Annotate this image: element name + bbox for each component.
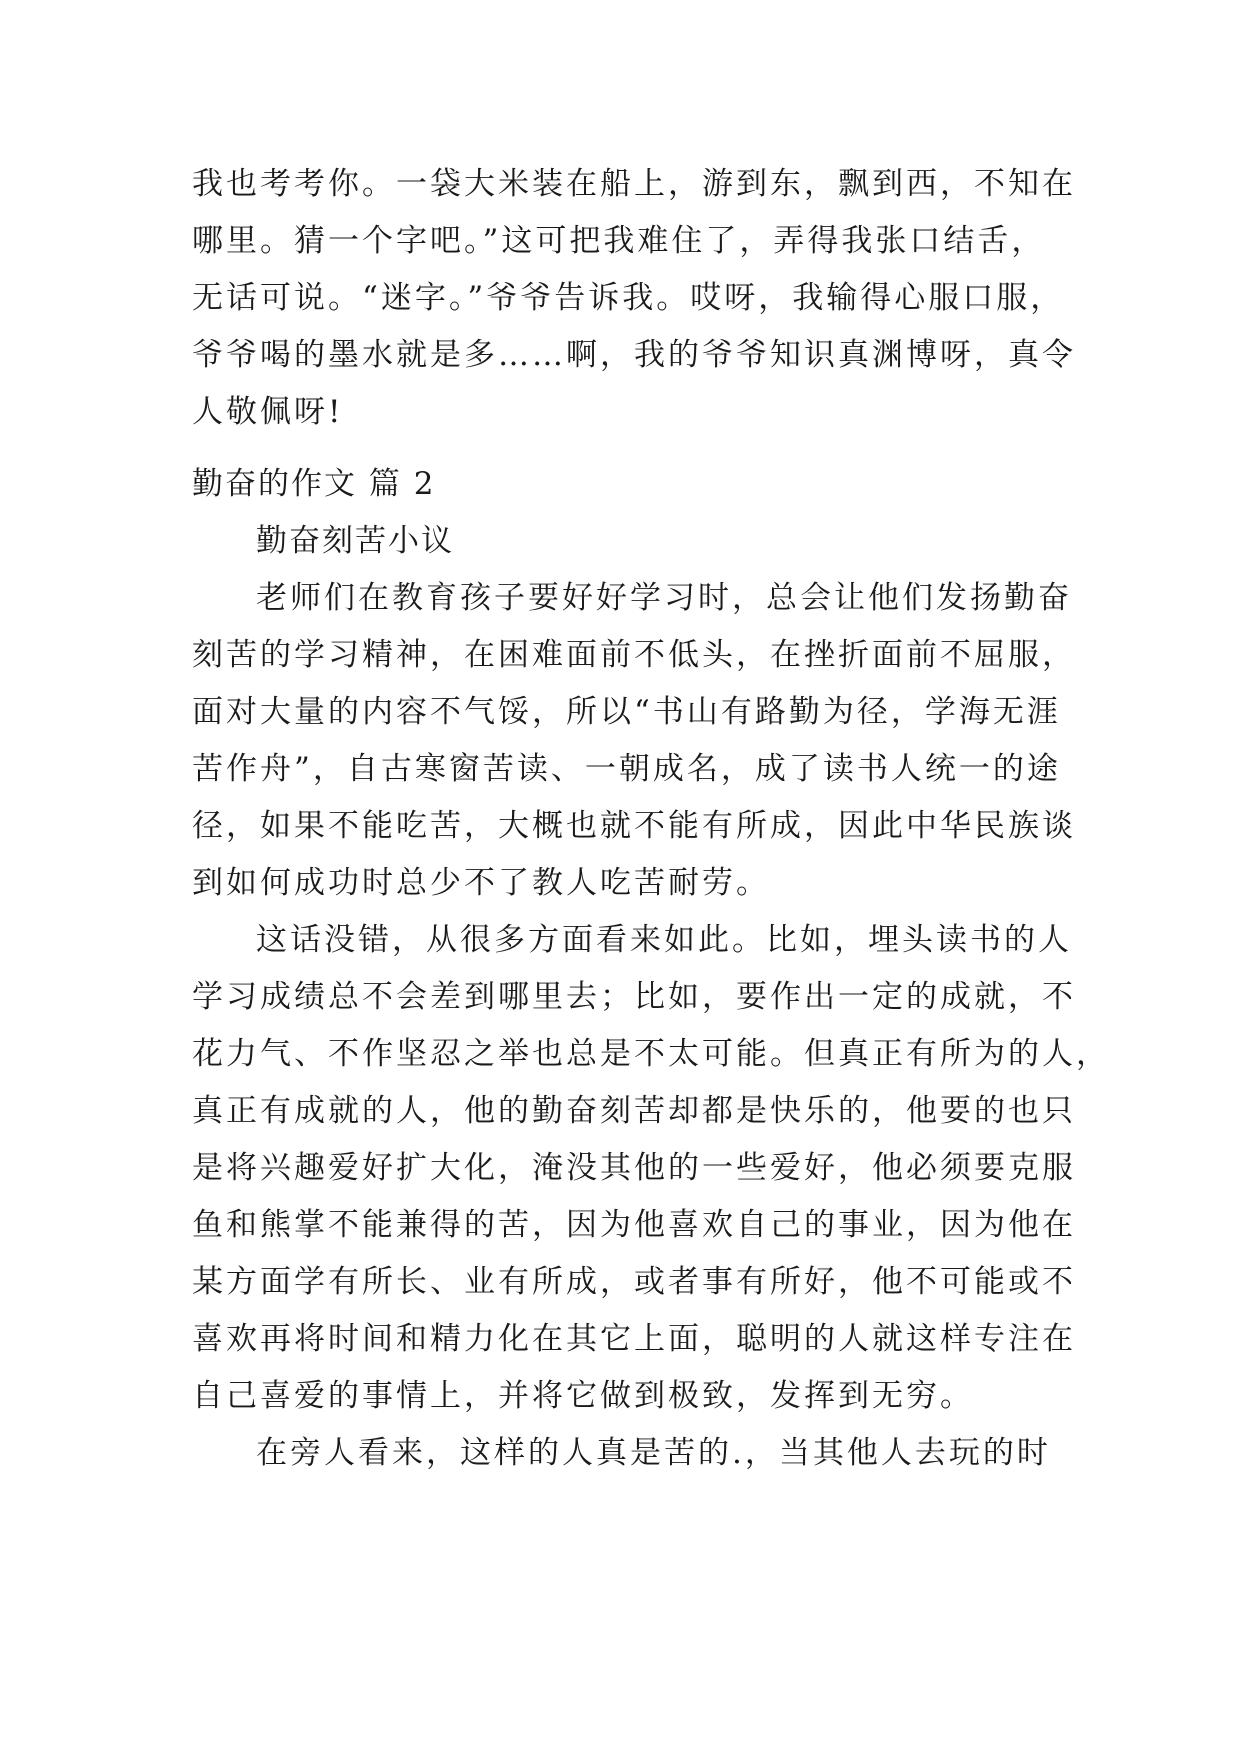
text-line: 某方面学有所长、业有所成，或者事有所好，他不可能或不 <box>192 1264 1076 1300</box>
text-line: 刻苦的学习精神，在困难面前不低头，在挫折面前不屈服， <box>192 637 1076 673</box>
text-line: 在旁人看来，这样的人真是苦的.，当其他人去玩的时 <box>256 1435 1051 1471</box>
text-line: 是将兴趣爱好扩大化，淹没其他的一些爱好，他必须要克服 <box>192 1150 1076 1186</box>
text-line: 人敬佩呀! <box>192 394 344 430</box>
essay-title-block <box>192 513 1072 570</box>
text-line: 面对大量的内容不气馁，所以“书山有路勤为径，学海无涯 <box>192 694 1061 730</box>
section-heading: 勤奋的作文 篇 2 <box>192 466 436 502</box>
text-line: 哪里。猜一个字吧。”这可把我难住了，弄得我张口结舌， <box>192 223 1046 259</box>
text-line: 到如何成功时总少不了教人吃苦耐劳。 <box>192 865 770 901</box>
text-line: 真正有成就的人，他的勤奋刻苦却都是快乐的，他要的也只 <box>192 1093 1076 1129</box>
text-line: 苦作舟”，自古寒窗苦读、一朝成名，成了读书人统一的途 <box>192 751 1061 787</box>
text-line: 老师们在教育孩子要好好学习时，总会让他们发扬勤奋 <box>256 580 1072 616</box>
text-line: 学习成绩总不会差到哪里去；比如，要作出一定的成就，不 <box>192 979 1076 1015</box>
text-line: 无话可说。“迷字。”爷爷告诉我。哎呀，我输得心服口服， <box>192 280 1065 316</box>
text-line: 我也考考你。一袋大米装在船上，游到东，飘到西，不知在 <box>192 166 1076 202</box>
text-line: 径，如果不能吃苦，大概也就不能有所成，因此中华民族谈 <box>192 808 1076 844</box>
text-line: 鱼和熊掌不能兼得的苦，因为他喜欢自己的事业，因为他在 <box>192 1207 1076 1243</box>
paragraph-1 <box>192 570 1076 912</box>
paragraph-2 <box>192 912 1110 1425</box>
text-line: 这话没错，从很多方面看来如此。比如，埋头读书的人 <box>256 922 1072 958</box>
text-line: 喜欢再将时间和精力化在其它上面，聪明的人就这样专注在 <box>192 1321 1076 1357</box>
section-heading-block <box>192 456 1072 513</box>
text-line: 爷爷喝的墨水就是多……啊，我的爷爷知识真渊博呀，真令 <box>192 337 1076 373</box>
continuation-paragraph <box>192 156 1076 441</box>
essay-title: 勤奋刻苦小议 <box>256 523 454 559</box>
paragraph-3 <box>192 1425 1072 1482</box>
text-line: 花力气、不作坚忍之举也总是不太可能。但真正有所为的人， <box>192 1036 1110 1072</box>
text-line: 自己喜爱的事情上，并将它做到极致，发挥到无穷。 <box>192 1378 974 1414</box>
